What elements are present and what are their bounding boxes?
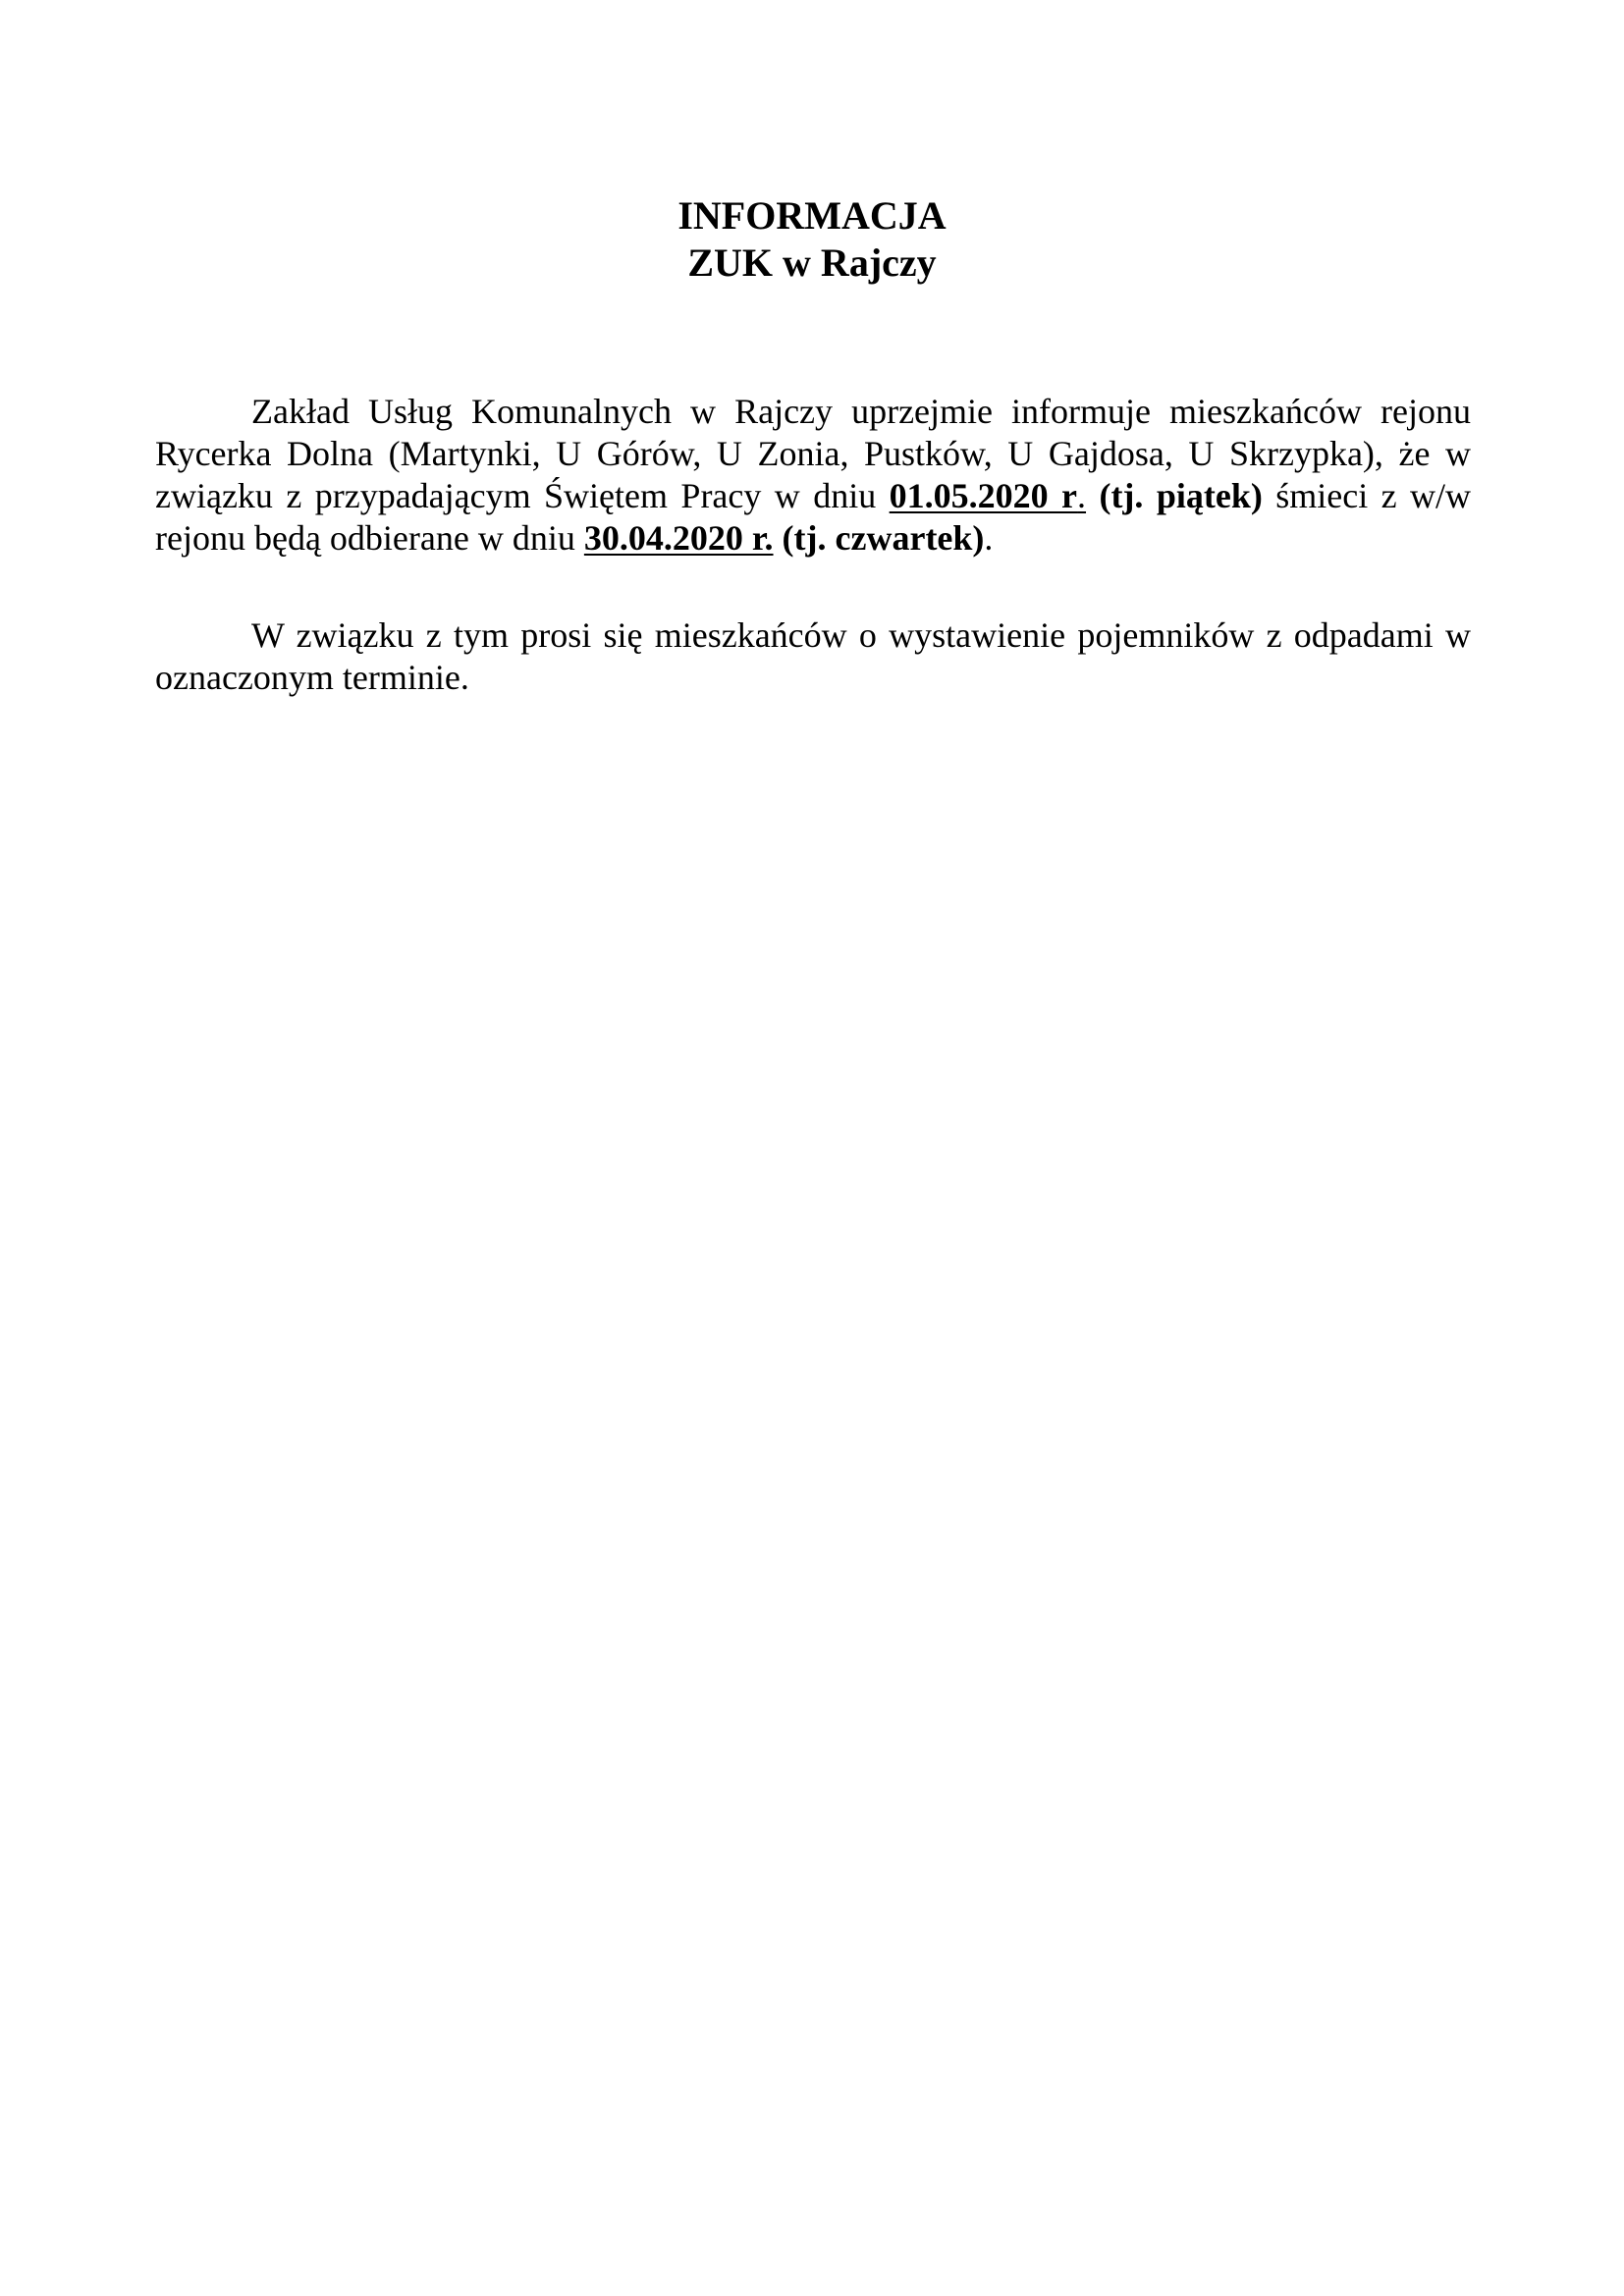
holiday-date: 01.05.2020 r bbox=[889, 476, 1078, 515]
pickup-date: 30.04.2020 r. bbox=[583, 518, 774, 558]
pickup-weekday: (tj. czwartek) bbox=[782, 518, 985, 558]
paragraph-text-start: Zakład Usług Komunalnych w Rajczy uprzejmie informuje mieszkańców rejonu Rycerka Dolna (Martynki, U Górów, U Zonia, Pustków, U Gajdosa, U Skrzypka), że w związku z przypadającym Świętem Pracy w dniu bbox=[155, 392, 1471, 515]
paragraph-text-middle: śmieci z w/w rejonu będą odbierane w dniu bbox=[155, 476, 1472, 558]
holiday-date-dot: . bbox=[1077, 476, 1087, 515]
request-text: W związku z tym prosi się mieszkańców o wystawienie pojemników z odpadami w oznaczonym terminie. bbox=[155, 615, 1471, 697]
document-subtitle: ZUK w Rajczy bbox=[687, 240, 937, 285]
document-heading bbox=[0, 192, 1624, 287]
request-paragraph bbox=[155, 614, 1471, 699]
holiday-weekday: (tj. piątek) bbox=[1099, 476, 1263, 515]
document-title: INFORMACJA bbox=[677, 193, 947, 238]
announcement-paragraph bbox=[155, 391, 1471, 560]
paragraph-end: . bbox=[984, 518, 994, 558]
